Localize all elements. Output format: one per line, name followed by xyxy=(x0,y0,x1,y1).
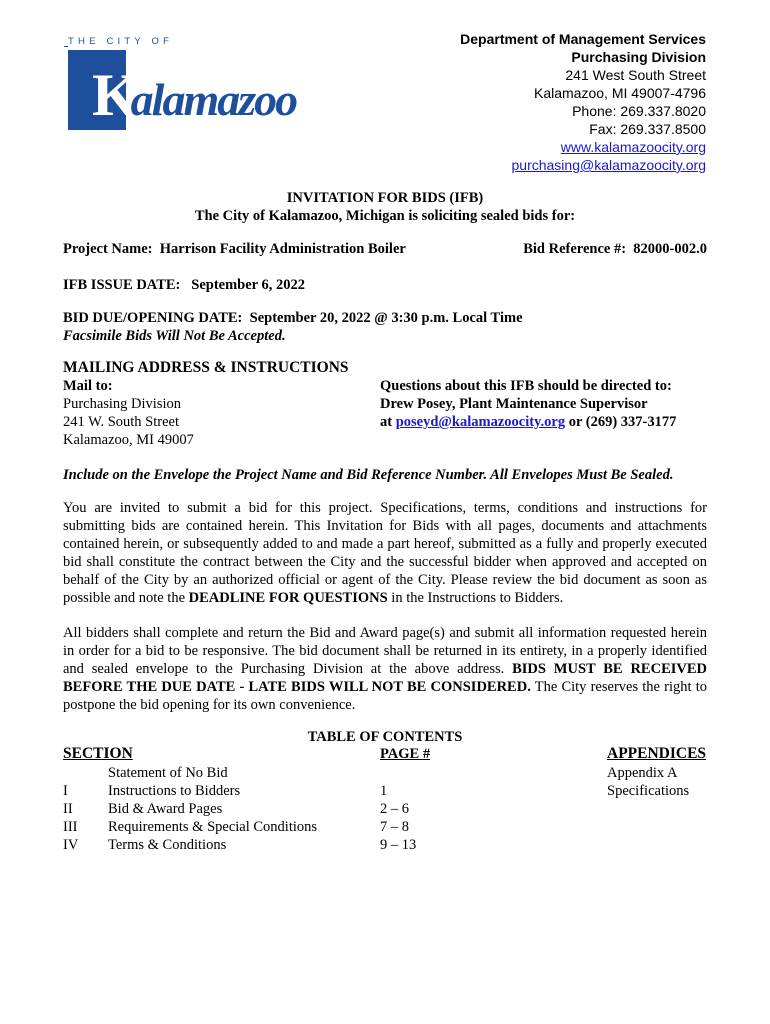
toc-row: II Bid & Award Pages 2 – 6 xyxy=(63,801,409,817)
city-address: Kalamazoo, MI 49007-4796 xyxy=(534,85,706,101)
issue-date: IFB ISSUE DATE: September 6, 2022 xyxy=(63,277,305,293)
toc-page-header: PAGE # xyxy=(380,746,431,762)
questions-contact-line: at poseyd@kalamazoocity.org or (269) 337-3177 xyxy=(380,414,677,430)
purchasing-email-link[interactable]: purchasing@kalamazoocity.org xyxy=(511,157,706,173)
logo-wordmark: Kalamazoo xyxy=(92,62,297,128)
bid-reference: Bid Reference #: 82000-002.0 xyxy=(523,241,707,257)
city-logo xyxy=(64,36,297,146)
mail-line-1: Purchasing Division xyxy=(63,396,182,412)
questions-contact: Drew Posey, Plant Maintenance Supervisor xyxy=(380,396,648,412)
toc-row: Statement of No Bid xyxy=(108,765,228,781)
logo-top-text: THE CITY OF xyxy=(68,36,174,47)
fax-number: Fax: 269.337.8500 xyxy=(589,121,706,137)
phone-number: Phone: 269.337.8020 xyxy=(572,103,706,119)
mail-line-2: 241 W. South Street xyxy=(63,414,180,430)
department-name: Department of Management Services xyxy=(460,31,706,47)
toc-row: III Requirements & Special Conditions 7 – 8 xyxy=(63,819,409,835)
envelope-note: Include on the Envelope the Project Name and Bid Reference Number. All Envelopes Must Be Sealed. xyxy=(63,467,674,483)
toc-appendix-label: Appendix A xyxy=(607,765,678,781)
toc-appendices-header: APPENDICES xyxy=(607,745,707,762)
toc-title: TABLE OF CONTENTS xyxy=(307,729,463,745)
project-name: Project Name: Harrison Facility Administration Boiler xyxy=(63,241,406,257)
website-link[interactable]: www.kalamazoocity.org xyxy=(560,139,706,155)
mail-line-3: Kalamazoo, MI 49007 xyxy=(63,432,194,448)
division-name: Purchasing Division xyxy=(571,49,706,65)
fax-note: Facsimile Bids Will Not Be Accepted. xyxy=(63,328,286,344)
document-title: INVITATION FOR BIDS (IFB) xyxy=(286,190,484,206)
invitation-paragraph: You are invited to submit a bid for this project. Specifications, terms, conditions and instructions for submitting bids are contained herein. This Invitation for Bids with all pages, documents and attachments contained herein, or subsequently added to and made a part hereof, submitted as a fully and properly executed bid shall constitute the contract between the City and the successful bidder when approved and accepted on behalf of the City by an authorized official or agent of the City. Please review the bid document as soon as possible and note the DEADLINE FOR QUESTIONS in the Instructions to Bidders. xyxy=(63,500,707,606)
toc-section-header: SECTION xyxy=(63,745,133,762)
toc-row: I Instructions to Bidders 1 xyxy=(63,783,388,799)
toc-appendix-name: Specifications xyxy=(607,783,690,799)
questions-line-1: Questions about this IFB should be directed to: xyxy=(380,378,672,394)
document-subtitle: The City of Kalamazoo, Michigan is soliciting sealed bids for: xyxy=(194,208,576,224)
requirements-paragraph: All bidders shall complete and return the Bid and Award page(s) and submit all information requested herein in order for a bid to be responsive. The bid document shall be returned in its entirety, in a properly identified and sealed envelope to the Purchasing Division at the above address. BIDS MUST BE RECEIVED BEFORE THE DUE DATE - LATE BIDS WILL NOT BE CONSIDERED. The City reserves the right to postpone the bid opening for its own convenience. xyxy=(63,625,707,713)
department-address-block xyxy=(460,30,706,174)
toc-row: IV Terms & Conditions 9 – 13 xyxy=(63,837,417,853)
mailing-heading: MAILING ADDRESS & INSTRUCTIONS xyxy=(63,359,349,376)
contact-email-link[interactable]: poseyd@kalamazoocity.org xyxy=(395,414,566,430)
due-date: BID DUE/OPENING DATE: September 20, 2022 @ 3:30 p.m. Local Time xyxy=(63,310,523,326)
mail-to-label: Mail to: xyxy=(63,378,113,394)
toc-table xyxy=(63,764,416,854)
street-address: 241 West South Street xyxy=(565,67,706,83)
